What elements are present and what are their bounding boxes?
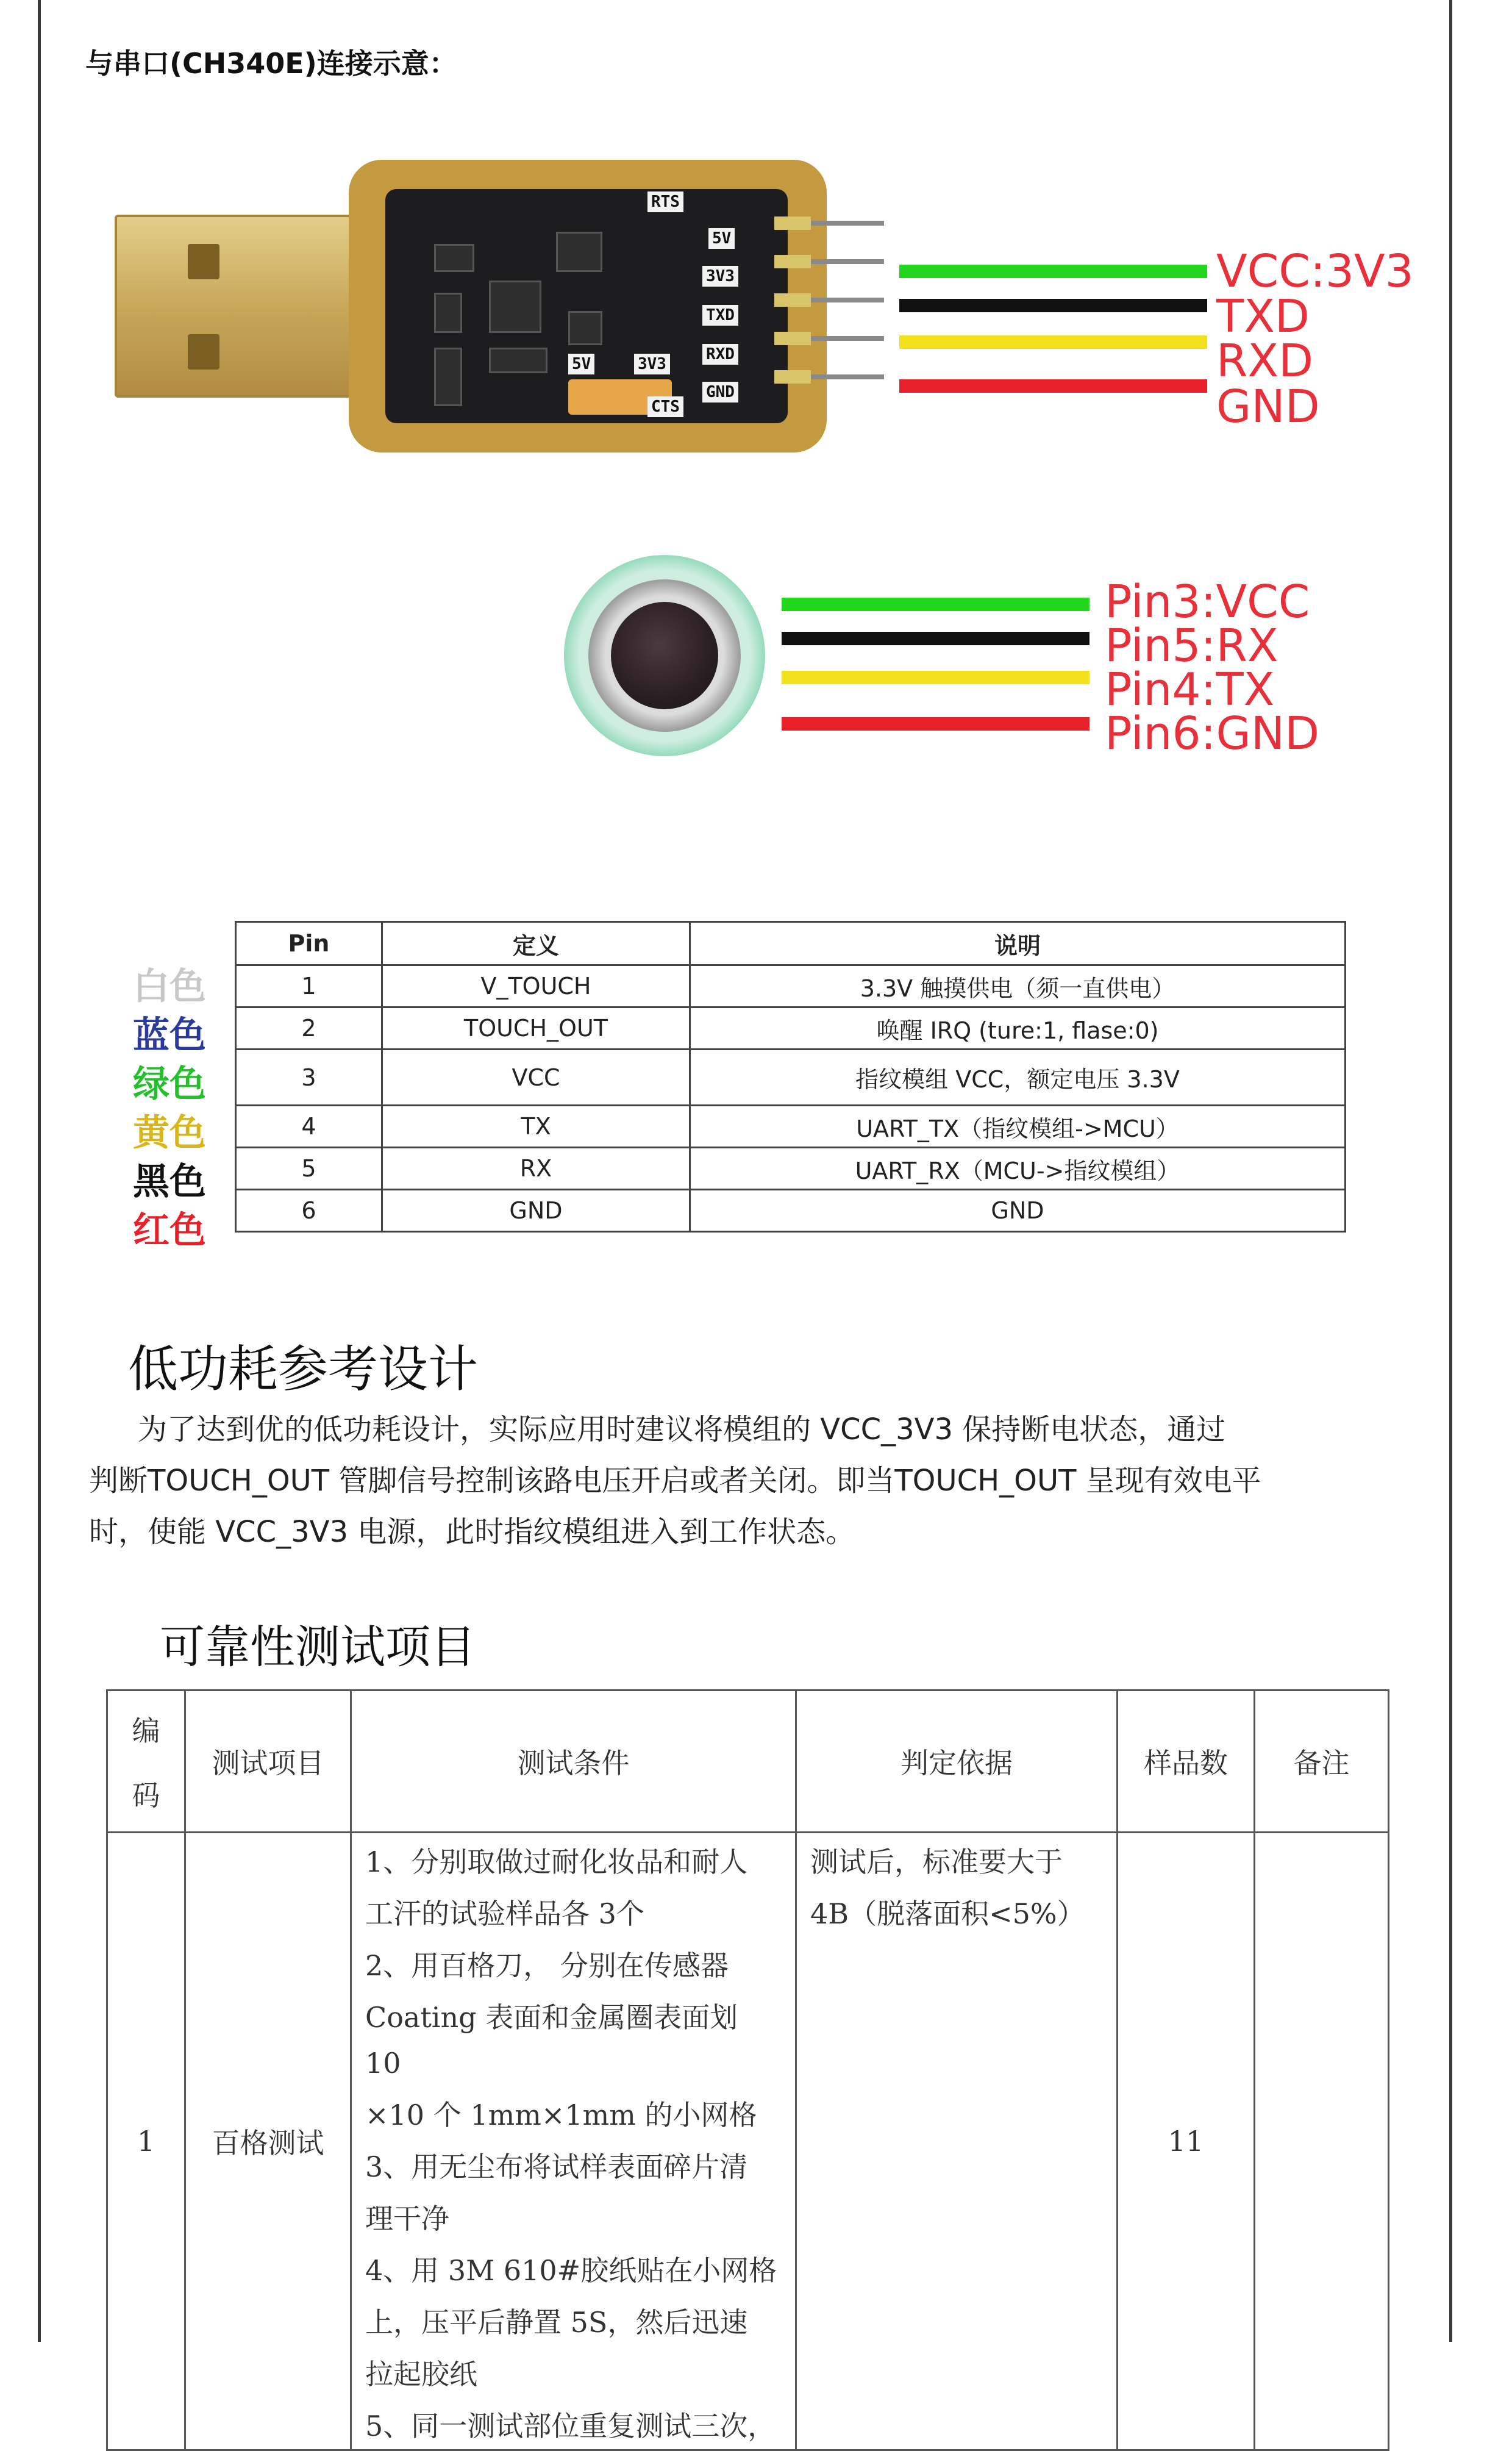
sensor-wire-vcc [782, 598, 1089, 611]
pin-number: 5 [236, 1148, 382, 1190]
pin-description: 3.3V 触摸供电（须一直供电） [690, 965, 1346, 1007]
header-pin [774, 216, 811, 230]
sensor-label-rx: Pin5:RX [1105, 620, 1278, 672]
condition-line: 3、用无尘布将试样表面碎片清 [365, 2150, 748, 2183]
ch340e-chip [489, 281, 541, 333]
wire-vcc [899, 265, 1207, 278]
wire-color-label: 绿色 [133, 1063, 206, 1106]
column-header: 说明 [690, 922, 1346, 965]
condition-line: 拉起胶纸 [365, 2358, 477, 2391]
pin-description: 指纹模组 VCC，额定电压 3.3V [690, 1050, 1346, 1106]
pin-number: 6 [236, 1190, 382, 1232]
pin-number: 4 [236, 1106, 382, 1148]
column-header: Pin [236, 922, 382, 965]
pin-definition: VCC [382, 1050, 690, 1106]
usb-label-txd: TXD [1216, 290, 1310, 343]
wire-txd [899, 299, 1207, 312]
header-text: 编 [132, 1714, 160, 1747]
condition-line: ×10 个 1mm×1mm 的小网格 [365, 2099, 757, 2131]
column-header-samples: 样品数 [1118, 1691, 1255, 1833]
sensor-label-gnd: Pin6:GND [1105, 707, 1320, 760]
pin-description: UART_TX（指纹模组->MCU） [690, 1106, 1346, 1148]
wire-color-label: 红色 [133, 1209, 206, 1252]
smd-component [434, 293, 462, 333]
smd-component [434, 244, 474, 272]
sensor-wire-tx [782, 671, 1089, 684]
silk-label: 3V3 [634, 354, 670, 374]
table-row [236, 1190, 1346, 1232]
smd-component [434, 348, 462, 406]
pin-definition: V_TOUCH [382, 965, 690, 1007]
column-header-basis: 判定依据 [796, 1691, 1118, 1833]
pin-description: UART_RX（MCU->指纹模组） [690, 1148, 1346, 1190]
header-pin-lead [811, 221, 884, 226]
usb-plug-hole [188, 334, 219, 370]
pin-definition: TOUCH_OUT [382, 1007, 690, 1050]
smd-component [556, 232, 602, 272]
column-header-condition: 测试条件 [351, 1691, 796, 1833]
wire-gnd [899, 379, 1207, 393]
table-row [236, 1106, 1346, 1148]
header-pin [774, 370, 811, 384]
section-title-low-power: 低功耗参考设计 [128, 1340, 479, 1398]
pin-definition-table [235, 921, 1346, 1233]
connection-intro-text: 与串口(CH340E)连接示意： [85, 47, 457, 80]
test-code: 1 [107, 1833, 185, 2450]
header-pin-lead [811, 336, 884, 341]
condition-line: 理干净 [365, 2202, 449, 2235]
smd-component [568, 311, 602, 345]
sensor-label-vcc: Pin3:VCC [1105, 576, 1310, 628]
paragraph-line: 时，使能 VCC_3V3 电源，此时指纹模组进入到工作状态。 [89, 1515, 855, 1549]
basis-line: 4B（脱落面积<5%） [810, 1897, 1085, 1930]
silk-label: CTS [647, 396, 683, 417]
silk-label: 3V3 [702, 266, 738, 287]
ch340e-board-pcb [385, 189, 788, 423]
column-header-remark: 备注 [1255, 1691, 1389, 1833]
paragraph-line: 为了达到优的低功耗设计，实际应用时建议将模组的 VCC_3V3 保持断电状态，通过 [138, 1412, 1226, 1447]
header-pin [774, 293, 811, 307]
wire-color-label: 白色 [133, 965, 206, 1008]
basis-line: 测试后，标准要大于 [810, 1845, 1063, 1878]
table-header-row [107, 1691, 1389, 1833]
column-header-code [107, 1691, 185, 1833]
wire-color-label: 黑色 [133, 1161, 206, 1203]
column-header: 定义 [382, 922, 690, 965]
test-basis [796, 1833, 1118, 2450]
pin-definition: RX [382, 1148, 690, 1190]
paragraph-line: 判断TOUCH_OUT 管脚信号控制该路电压开启或者关闭。即当TOUCH_OUT 呈现有效电平 [89, 1464, 1261, 1498]
table-row [236, 1050, 1346, 1106]
pin-number: 1 [236, 965, 382, 1007]
header-pin [774, 255, 811, 268]
usb-label-rxd: RXD [1216, 335, 1314, 387]
pin-number: 2 [236, 1007, 382, 1050]
usb-plug-hole [188, 244, 219, 279]
fingerprint-sensor-surface [611, 602, 718, 709]
header-pin-lead [811, 298, 884, 302]
pin-definition: GND [382, 1190, 690, 1232]
table-header-row [236, 922, 1346, 965]
sensor-wire-gnd [782, 717, 1089, 731]
silk-label: 5V [568, 354, 594, 374]
column-header-item: 测试项目 [185, 1691, 351, 1833]
test-condition [351, 1833, 796, 2450]
usb-label-vcc: VCC:3V3 [1216, 245, 1414, 298]
page-border-left [38, 0, 41, 2342]
pin-description: GND [690, 1190, 1346, 1232]
condition-line: 5、同一测试部位重复测试三次， [365, 2410, 776, 2442]
header-text: 码 [132, 1779, 160, 1812]
silk-label: RTS [647, 191, 683, 212]
pin-definition: TX [382, 1106, 690, 1148]
condition-line: 2、用百格刀， 分别在传感器 [365, 1949, 729, 1982]
wire-color-label: 蓝色 [133, 1014, 206, 1057]
pin-number: 3 [236, 1050, 382, 1106]
condition-line: 工汗的试验样品各 3个 [365, 1897, 644, 1930]
condition-line: Coating 表面和金属圈表面划 10 [365, 2001, 738, 2080]
condition-line: 1、分别取做过耐化妆品和耐人 [365, 1845, 748, 1878]
table-row [236, 1148, 1346, 1190]
wire-color-label: 黄色 [133, 1112, 206, 1154]
silk-label: 5V [708, 228, 735, 249]
condition-line: 上，压平后静置 5S，然后迅速 [365, 2306, 748, 2339]
silk-label: RXD [702, 344, 738, 365]
reliability-test-table [106, 1689, 1389, 2451]
header-pin [774, 332, 811, 345]
table-row [236, 965, 1346, 1007]
header-pin-lead [811, 374, 884, 379]
smd-component [489, 348, 547, 373]
usb-label-gnd: GND [1216, 381, 1320, 433]
silk-label: TXD [702, 305, 738, 326]
ch340e-board [349, 160, 827, 453]
table-row [236, 1007, 1346, 1050]
test-remark [1255, 1833, 1389, 2450]
wire-rxd [899, 335, 1207, 349]
header-pin-lead [811, 259, 884, 264]
test-item: 百格测试 [185, 1833, 351, 2450]
page-border-right [1449, 0, 1452, 2342]
table-row [107, 1833, 1389, 2450]
test-samples: 11 [1118, 1833, 1255, 2450]
low-power-paragraph [89, 1404, 1394, 1558]
pin-description: 唤醒 IRQ (ture:1, flase:0) [690, 1007, 1346, 1050]
section-title-reliability: 可靠性测试项目 [160, 1621, 476, 1673]
sensor-wire-rx [782, 632, 1089, 645]
sensor-label-tx: Pin4:TX [1105, 664, 1275, 716]
condition-line: 4、用 3M 610#胶纸贴在小网格 [365, 2254, 777, 2287]
silk-label: GND [702, 382, 738, 403]
